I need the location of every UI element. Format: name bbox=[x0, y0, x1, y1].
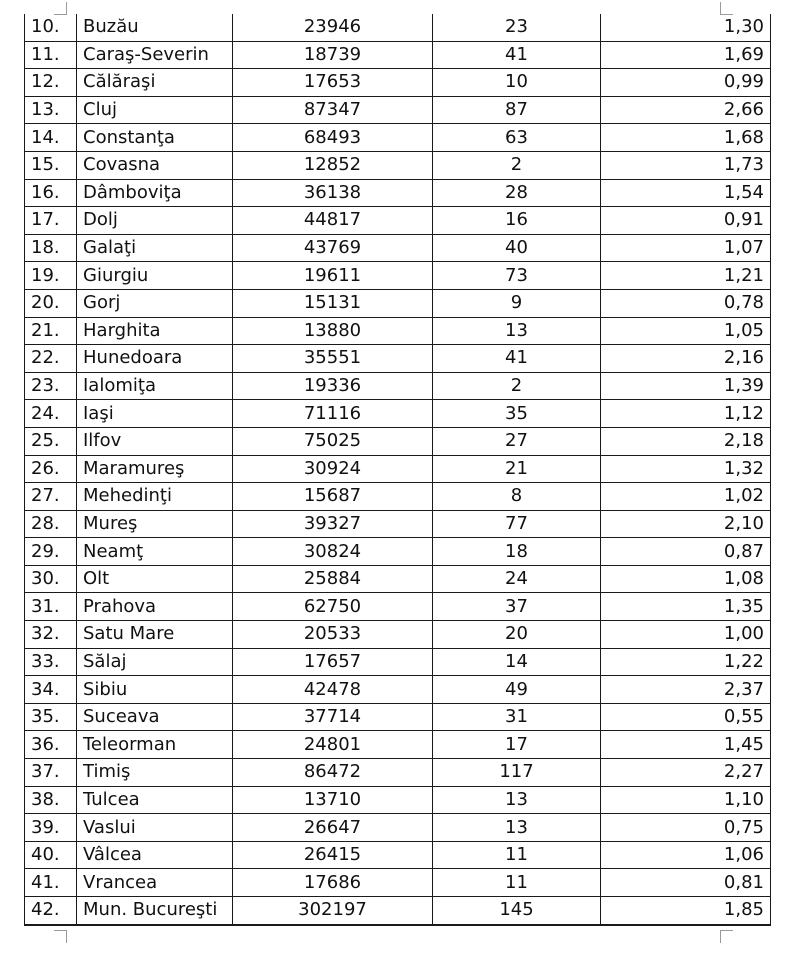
index-cell: 2,16 bbox=[601, 345, 771, 373]
value-cell: 39327 bbox=[233, 510, 433, 538]
index-cell: 1,22 bbox=[601, 648, 771, 676]
count-cell: 14 bbox=[433, 648, 601, 676]
count-cell: 63 bbox=[433, 124, 601, 152]
index-cell: 0,78 bbox=[601, 289, 771, 317]
row-number-cell: 21. bbox=[25, 317, 77, 345]
row-number-cell: 33. bbox=[25, 648, 77, 676]
row-number-cell: 11. bbox=[25, 41, 77, 69]
row-number-cell: 17. bbox=[25, 207, 77, 235]
count-cell: 16 bbox=[433, 207, 601, 235]
county-name-cell: Vaslui bbox=[77, 814, 233, 842]
value-cell: 17657 bbox=[233, 648, 433, 676]
county-name-cell: Tulcea bbox=[77, 786, 233, 814]
count-cell: 8 bbox=[433, 483, 601, 511]
value-cell: 30924 bbox=[233, 455, 433, 483]
value-cell: 26647 bbox=[233, 814, 433, 842]
table-row bbox=[25, 41, 771, 69]
county-data-table bbox=[24, 14, 771, 926]
county-name-cell: Olt bbox=[77, 565, 233, 593]
county-name-cell: Covasna bbox=[77, 151, 233, 179]
row-number-cell: 39. bbox=[25, 814, 77, 842]
county-name-cell: Giurgiu bbox=[77, 262, 233, 290]
row-number-cell: 25. bbox=[25, 427, 77, 455]
index-cell: 1,00 bbox=[601, 621, 771, 649]
count-cell: 24 bbox=[433, 565, 601, 593]
count-cell: 31 bbox=[433, 703, 601, 731]
page-corner-mark bbox=[54, 930, 67, 943]
value-cell: 42478 bbox=[233, 676, 433, 704]
row-number-cell: 28. bbox=[25, 510, 77, 538]
county-name-cell: Suceava bbox=[77, 703, 233, 731]
row-number-cell: 13. bbox=[25, 96, 77, 124]
table-row bbox=[25, 262, 771, 290]
count-cell: 11 bbox=[433, 869, 601, 897]
index-cell: 2,18 bbox=[601, 427, 771, 455]
count-cell: 13 bbox=[433, 814, 601, 842]
county-name-cell: Gorj bbox=[77, 289, 233, 317]
value-cell: 71116 bbox=[233, 400, 433, 428]
index-cell: 0,99 bbox=[601, 69, 771, 97]
index-cell: 0,81 bbox=[601, 869, 771, 897]
index-cell: 0,87 bbox=[601, 538, 771, 566]
index-cell: 1,30 bbox=[601, 14, 771, 41]
count-cell: 77 bbox=[433, 510, 601, 538]
row-number-cell: 40. bbox=[25, 841, 77, 869]
county-name-cell: Maramureş bbox=[77, 455, 233, 483]
index-cell: 0,91 bbox=[601, 207, 771, 235]
county-name-cell: Sibiu bbox=[77, 676, 233, 704]
table-row bbox=[25, 14, 771, 41]
table-row bbox=[25, 179, 771, 207]
count-cell: 17 bbox=[433, 731, 601, 759]
count-cell: 23 bbox=[433, 14, 601, 41]
index-cell: 0,55 bbox=[601, 703, 771, 731]
table-row bbox=[25, 703, 771, 731]
count-cell: 49 bbox=[433, 676, 601, 704]
index-cell: 1,08 bbox=[601, 565, 771, 593]
row-number-cell: 30. bbox=[25, 565, 77, 593]
county-name-cell: Satu Mare bbox=[77, 621, 233, 649]
county-name-cell: Iaşi bbox=[77, 400, 233, 428]
index-cell: 0,75 bbox=[601, 814, 771, 842]
value-cell: 75025 bbox=[233, 427, 433, 455]
value-cell: 24801 bbox=[233, 731, 433, 759]
row-number-cell: 35. bbox=[25, 703, 77, 731]
table-row bbox=[25, 124, 771, 152]
index-cell: 1,10 bbox=[601, 786, 771, 814]
index-cell: 2,66 bbox=[601, 96, 771, 124]
county-name-cell: Cluj bbox=[77, 96, 233, 124]
value-cell: 15131 bbox=[233, 289, 433, 317]
county-name-cell: Galaţi bbox=[77, 234, 233, 262]
table-row bbox=[25, 621, 771, 649]
count-cell: 117 bbox=[433, 759, 601, 787]
county-name-cell: Mun. Bucureşti bbox=[77, 897, 233, 925]
county-name-cell: Vrancea bbox=[77, 869, 233, 897]
row-number-cell: 42. bbox=[25, 897, 77, 925]
index-cell: 2,37 bbox=[601, 676, 771, 704]
index-cell: 1,39 bbox=[601, 372, 771, 400]
value-cell: 36138 bbox=[233, 179, 433, 207]
county-name-cell: Constanţa bbox=[77, 124, 233, 152]
table-row bbox=[25, 207, 771, 235]
county-name-cell: Ilfov bbox=[77, 427, 233, 455]
value-cell: 19611 bbox=[233, 262, 433, 290]
value-cell: 19336 bbox=[233, 372, 433, 400]
row-number-cell: 24. bbox=[25, 400, 77, 428]
value-cell: 30824 bbox=[233, 538, 433, 566]
count-cell: 41 bbox=[433, 41, 601, 69]
count-cell: 2 bbox=[433, 151, 601, 179]
row-number-cell: 34. bbox=[25, 676, 77, 704]
count-cell: 10 bbox=[433, 69, 601, 97]
table-row bbox=[25, 400, 771, 428]
index-cell: 1,54 bbox=[601, 179, 771, 207]
index-cell: 1,05 bbox=[601, 317, 771, 345]
index-cell: 1,45 bbox=[601, 731, 771, 759]
table-row bbox=[25, 731, 771, 759]
count-cell: 27 bbox=[433, 427, 601, 455]
value-cell: 302197 bbox=[233, 897, 433, 925]
county-name-cell: Neamţ bbox=[77, 538, 233, 566]
value-cell: 20533 bbox=[233, 621, 433, 649]
index-cell: 2,10 bbox=[601, 510, 771, 538]
county-name-cell: Buzău bbox=[77, 14, 233, 41]
row-number-cell: 38. bbox=[25, 786, 77, 814]
row-number-cell: 36. bbox=[25, 731, 77, 759]
county-name-cell: Prahova bbox=[77, 593, 233, 621]
count-cell: 40 bbox=[433, 234, 601, 262]
count-cell: 13 bbox=[433, 317, 601, 345]
count-cell: 21 bbox=[433, 455, 601, 483]
table-row bbox=[25, 151, 771, 179]
table-row bbox=[25, 565, 771, 593]
row-number-cell: 29. bbox=[25, 538, 77, 566]
county-name-cell: Caraş-Severin bbox=[77, 41, 233, 69]
county-name-cell: Vâlcea bbox=[77, 841, 233, 869]
row-number-cell: 22. bbox=[25, 345, 77, 373]
count-cell: 13 bbox=[433, 786, 601, 814]
count-cell: 73 bbox=[433, 262, 601, 290]
table-row bbox=[25, 455, 771, 483]
page-corner-mark bbox=[720, 930, 733, 943]
count-cell: 18 bbox=[433, 538, 601, 566]
table-row bbox=[25, 427, 771, 455]
count-cell: 9 bbox=[433, 289, 601, 317]
value-cell: 37714 bbox=[233, 703, 433, 731]
row-number-cell: 23. bbox=[25, 372, 77, 400]
county-name-cell: Hunedoara bbox=[77, 345, 233, 373]
county-name-cell: Mehedinţi bbox=[77, 483, 233, 511]
county-name-cell: Ialomiţa bbox=[77, 372, 233, 400]
count-cell: 41 bbox=[433, 345, 601, 373]
row-number-cell: 37. bbox=[25, 759, 77, 787]
table-row bbox=[25, 317, 771, 345]
value-cell: 35551 bbox=[233, 345, 433, 373]
value-cell: 86472 bbox=[233, 759, 433, 787]
value-cell: 44817 bbox=[233, 207, 433, 235]
table-row bbox=[25, 69, 771, 97]
row-number-cell: 27. bbox=[25, 483, 77, 511]
index-cell: 1,35 bbox=[601, 593, 771, 621]
table-row bbox=[25, 759, 771, 787]
value-cell: 26415 bbox=[233, 841, 433, 869]
count-cell: 37 bbox=[433, 593, 601, 621]
index-cell: 1,85 bbox=[601, 897, 771, 925]
count-cell: 145 bbox=[433, 897, 601, 925]
index-cell: 1,68 bbox=[601, 124, 771, 152]
row-number-cell: 20. bbox=[25, 289, 77, 317]
count-cell: 28 bbox=[433, 179, 601, 207]
county-name-cell: Călăraşi bbox=[77, 69, 233, 97]
county-name-cell: Timiş bbox=[77, 759, 233, 787]
index-cell: 1,69 bbox=[601, 41, 771, 69]
county-name-cell: Dâmboviţa bbox=[77, 179, 233, 207]
table-row bbox=[25, 345, 771, 373]
table-row bbox=[25, 869, 771, 897]
count-cell: 11 bbox=[433, 841, 601, 869]
table-row bbox=[25, 96, 771, 124]
value-cell: 17653 bbox=[233, 69, 433, 97]
table-row bbox=[25, 786, 771, 814]
table-row bbox=[25, 648, 771, 676]
row-number-cell: 12. bbox=[25, 69, 77, 97]
row-number-cell: 41. bbox=[25, 869, 77, 897]
row-number-cell: 16. bbox=[25, 179, 77, 207]
row-number-cell: 31. bbox=[25, 593, 77, 621]
county-name-cell: Sălaj bbox=[77, 648, 233, 676]
value-cell: 43769 bbox=[233, 234, 433, 262]
count-cell: 20 bbox=[433, 621, 601, 649]
value-cell: 68493 bbox=[233, 124, 433, 152]
row-number-cell: 19. bbox=[25, 262, 77, 290]
index-cell: 1,07 bbox=[601, 234, 771, 262]
index-cell: 1,73 bbox=[601, 151, 771, 179]
row-number-cell: 15. bbox=[25, 151, 77, 179]
table-row bbox=[25, 593, 771, 621]
table-row bbox=[25, 372, 771, 400]
row-number-cell: 10. bbox=[25, 14, 77, 41]
row-number-cell: 14. bbox=[25, 124, 77, 152]
county-name-cell: Harghita bbox=[77, 317, 233, 345]
table-row bbox=[25, 483, 771, 511]
table-body bbox=[25, 14, 771, 925]
count-cell: 2 bbox=[433, 372, 601, 400]
index-cell: 1,32 bbox=[601, 455, 771, 483]
table-row bbox=[25, 510, 771, 538]
table-row bbox=[25, 676, 771, 704]
index-cell: 1,12 bbox=[601, 400, 771, 428]
value-cell: 62750 bbox=[233, 593, 433, 621]
table-row bbox=[25, 234, 771, 262]
table-row bbox=[25, 897, 771, 925]
row-number-cell: 26. bbox=[25, 455, 77, 483]
county-name-cell: Mureş bbox=[77, 510, 233, 538]
row-number-cell: 18. bbox=[25, 234, 77, 262]
county-name-cell: Teleorman bbox=[77, 731, 233, 759]
value-cell: 12852 bbox=[233, 151, 433, 179]
table-row bbox=[25, 289, 771, 317]
value-cell: 17686 bbox=[233, 869, 433, 897]
value-cell: 13880 bbox=[233, 317, 433, 345]
count-cell: 35 bbox=[433, 400, 601, 428]
value-cell: 15687 bbox=[233, 483, 433, 511]
table-row bbox=[25, 841, 771, 869]
value-cell: 23946 bbox=[233, 14, 433, 41]
index-cell: 1,06 bbox=[601, 841, 771, 869]
value-cell: 87347 bbox=[233, 96, 433, 124]
table-row bbox=[25, 538, 771, 566]
value-cell: 13710 bbox=[233, 786, 433, 814]
value-cell: 18739 bbox=[233, 41, 433, 69]
county-name-cell: Dolj bbox=[77, 207, 233, 235]
index-cell: 2,27 bbox=[601, 759, 771, 787]
row-number-cell: 32. bbox=[25, 621, 77, 649]
value-cell: 25884 bbox=[233, 565, 433, 593]
index-cell: 1,02 bbox=[601, 483, 771, 511]
index-cell: 1,21 bbox=[601, 262, 771, 290]
count-cell: 87 bbox=[433, 96, 601, 124]
table-row bbox=[25, 814, 771, 842]
